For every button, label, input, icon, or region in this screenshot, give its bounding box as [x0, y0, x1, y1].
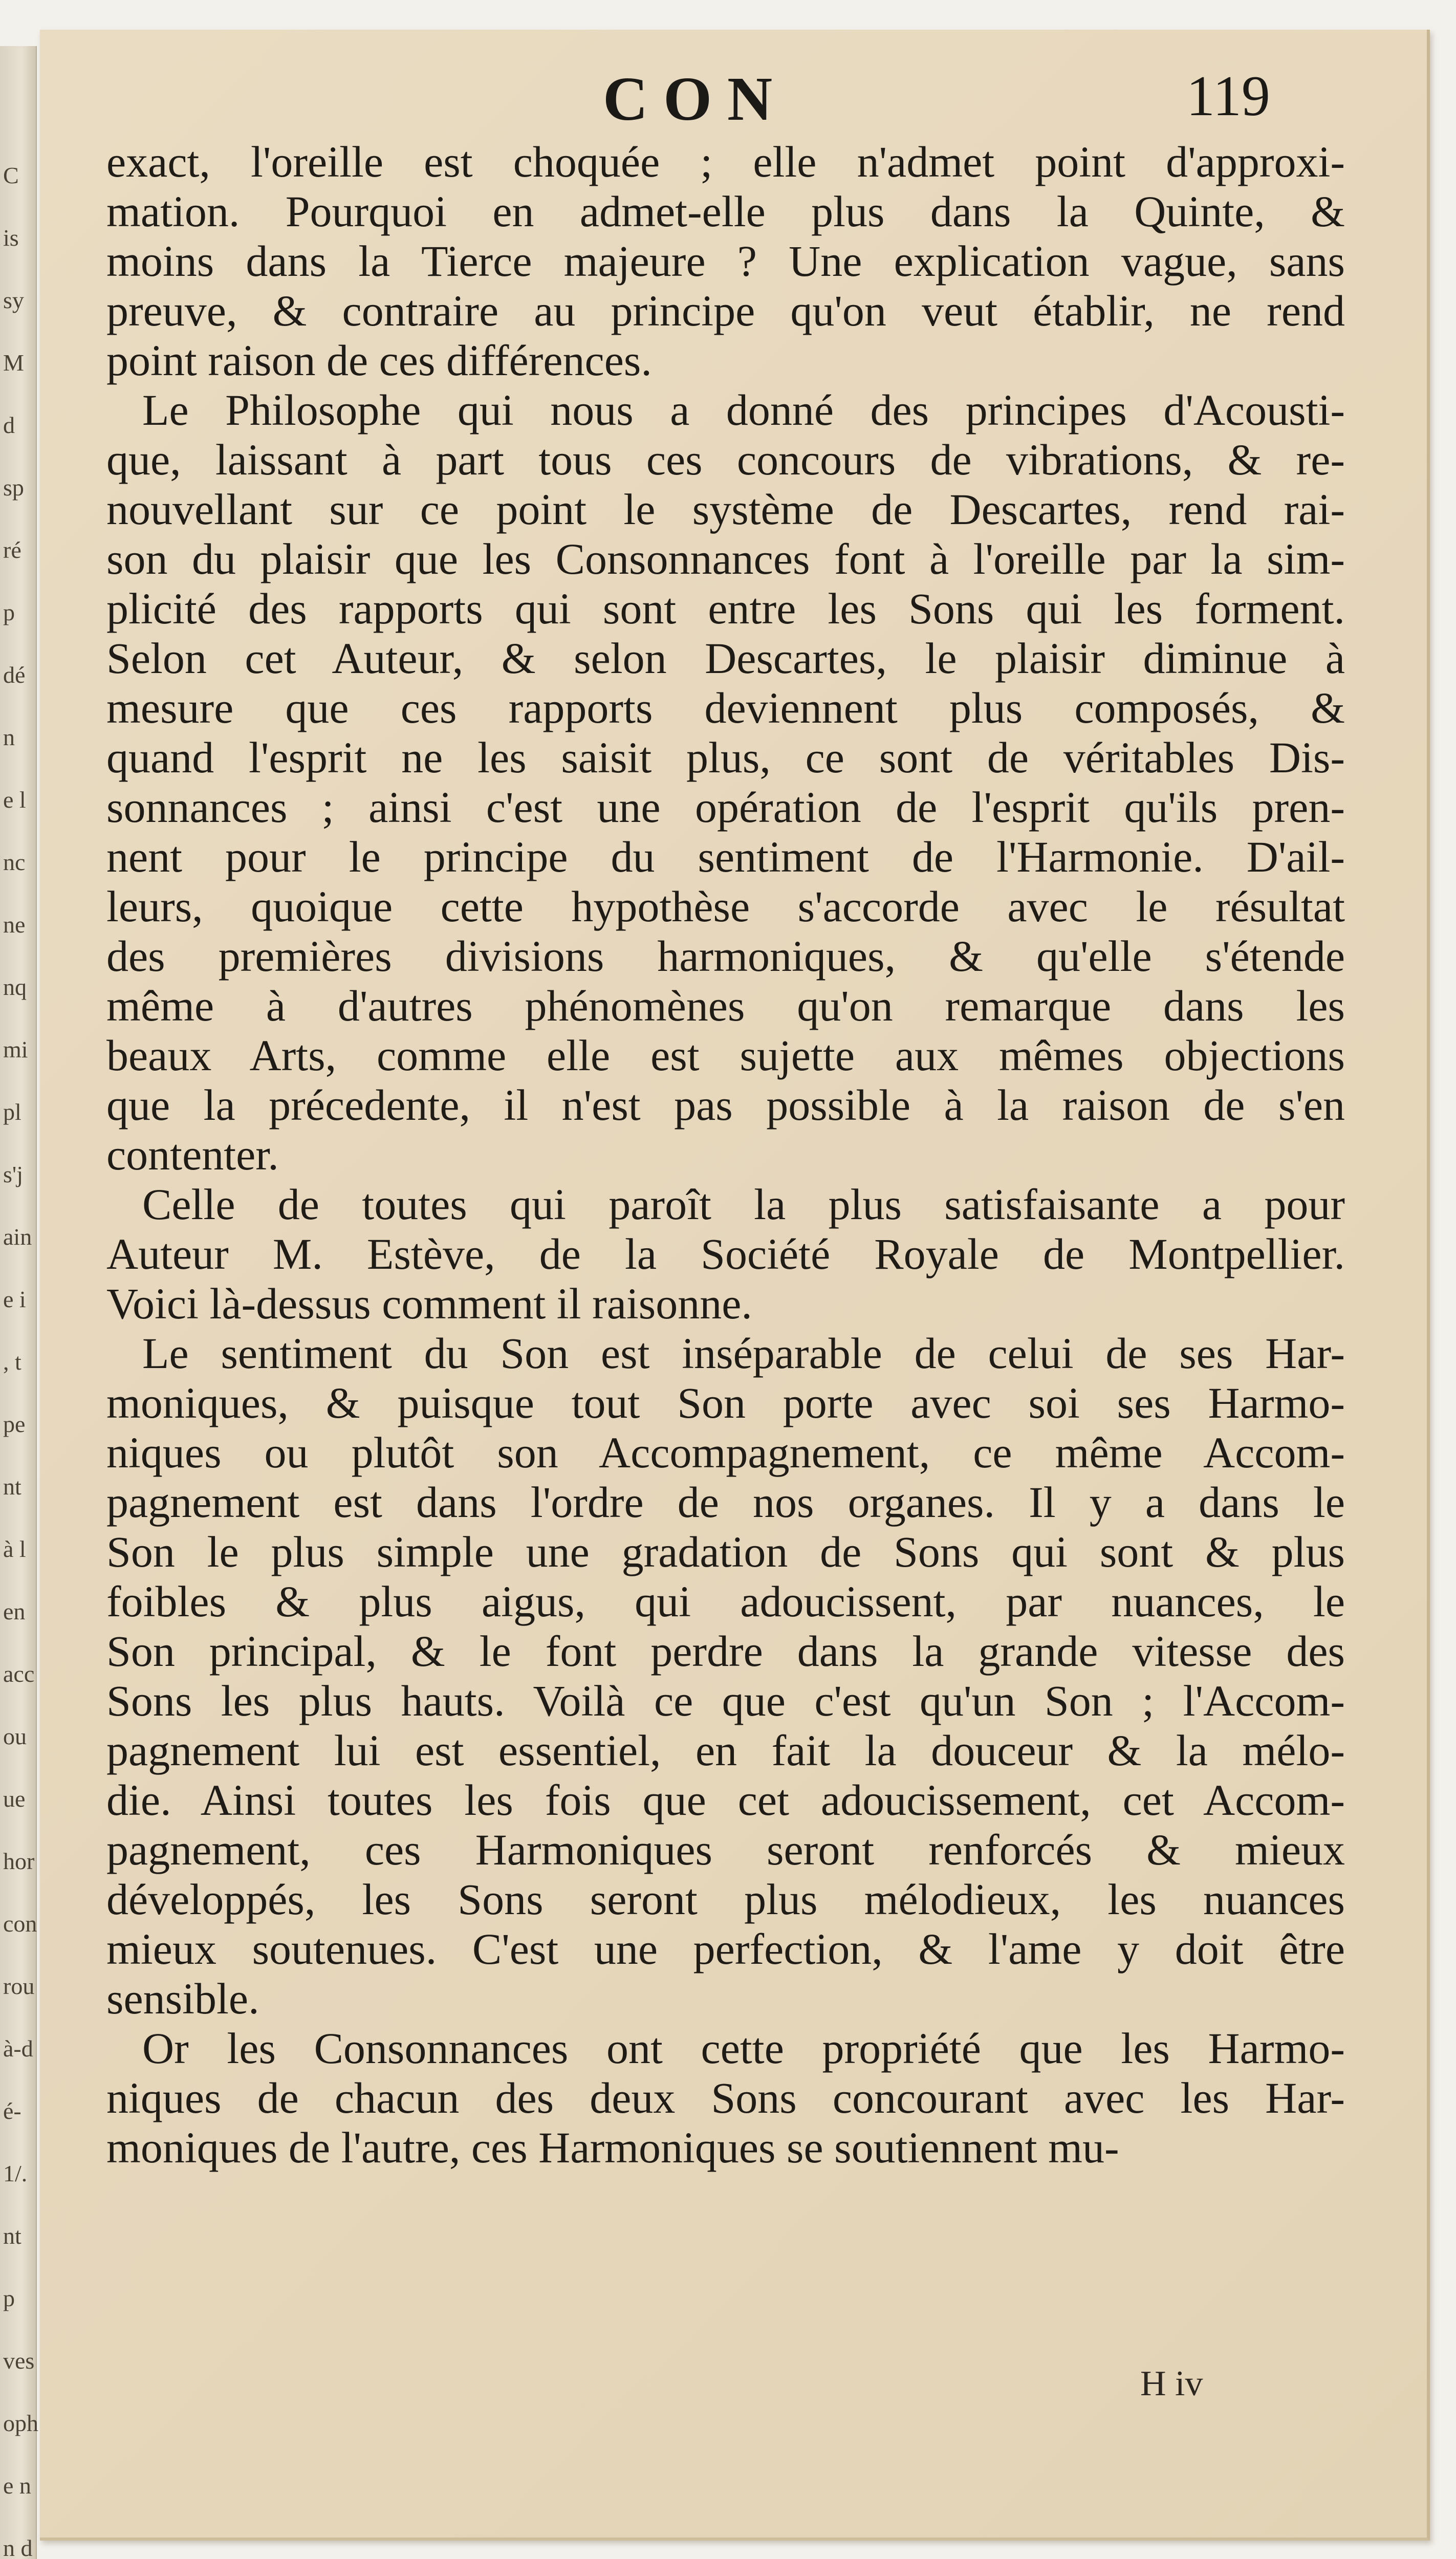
running-head: CON: [603, 64, 788, 134]
facing-page-fragment: pe: [3, 1411, 26, 1437]
body-text: [106, 137, 1345, 2173]
facing-page-fragment: e l: [3, 787, 26, 813]
facing-page-fragment: ain: [3, 1224, 32, 1250]
facing-page-edge: [0, 46, 37, 2559]
facing-page-fragment: sy: [3, 287, 24, 313]
facing-page-fragment: ue: [3, 1786, 26, 1812]
facing-page-fragment: con: [3, 1911, 37, 1937]
facing-page-fragment: s'j: [3, 1161, 23, 1187]
paragraph: [106, 2024, 1345, 2173]
facing-page-fragment: à-d: [3, 2035, 33, 2062]
text-line: moins dans la Tierce majeure ? Une explication vague, sans: [106, 236, 1345, 286]
text-line: son du plaisir que les Consonnances font à l'oreille par la sim-: [106, 534, 1345, 583]
text-line: sensible.: [106, 1974, 259, 2023]
text-line: Voici là-dessus comment il raisonne.: [106, 1279, 752, 1328]
text-line: preuve, & contraire au principe qu'on veut établir, ne rend: [106, 286, 1345, 335]
facing-page-fragment: pl: [3, 1099, 21, 1125]
facing-page-fragment: ou: [3, 1723, 27, 1749]
text-line: die. Ainsi toutes les fois que cet adoucissement, cet Accom-: [106, 1775, 1345, 1825]
text-line: mesure que ces rapports deviennent plus composés, &: [106, 683, 1345, 732]
text-line: pagnement est dans l'ordre de nos organes. Il y a dans le: [106, 1478, 1345, 1527]
facing-page-fragment: en: [3, 1598, 26, 1624]
text-line: des premières divisions harmoniques, & qu'elle s'étende: [106, 931, 1345, 981]
facing-page-fragment: sp: [3, 474, 24, 501]
text-line: Le Philosophe qui nous a donné des principes d'Acousti-: [142, 385, 1345, 435]
text-line: moniques, & puisque tout Son porte avec soi ses Harmo-: [106, 1378, 1345, 1427]
facing-page-fragment: ne: [3, 912, 26, 938]
facing-page-fragment: , t: [3, 1349, 21, 1375]
text-line: Son principal, & le font perdre dans la grande vitesse des: [106, 1627, 1345, 1676]
text-line: que la précedente, il n'est pas possible à la raison de s'en: [106, 1080, 1345, 1130]
paragraph: [106, 1329, 1345, 2024]
text-line: Selon cet Auteur, & selon Descartes, le plaisir diminue à: [106, 634, 1345, 683]
text-line: Auteur M. Estève, de la Société Royale de Montpellier.: [106, 1229, 1345, 1278]
signature-mark: H iv: [1140, 2364, 1203, 2403]
paragraph: [106, 137, 1345, 385]
facing-page-fragment: hor: [3, 1848, 35, 1874]
facing-page-fragment: nt: [3, 1473, 21, 1500]
text-line: niques ou plutôt son Accompagnement, ce même Accom-: [106, 1428, 1345, 1477]
text-line: pagnement, ces Harmoniques seront renforcés & mieux: [106, 1825, 1345, 1874]
text-line: Le sentiment du Son est inséparable de celui de ses Har-: [142, 1329, 1345, 1378]
text-line: moniques de l'autre, ces Harmoniques se soutiennent mu-: [106, 2123, 1119, 2172]
text-line: quand l'esprit ne les saisit plus, ce sont de véritables Dis-: [106, 733, 1345, 782]
text-line: développés, les Sons seront plus mélodieux, les nuances: [106, 1875, 1345, 1924]
facing-page-fragment: d: [3, 412, 15, 438]
facing-page-fragment: is: [3, 225, 19, 251]
facing-page-fragment: mi: [3, 1036, 28, 1062]
text-line: foibles & plus aigus, qui adoucissent, par nuances, le: [106, 1577, 1345, 1626]
text-line: mation. Pourquoi en admet-elle plus dans la Quinte, &: [106, 187, 1345, 236]
text-line: plicité des rapports qui sont entre les Sons qui les forment.: [106, 584, 1345, 633]
text-line: Celle de toutes qui paroît la plus satisfaisante a pour: [142, 1180, 1345, 1229]
facing-page-fragment: rou: [3, 1973, 35, 1999]
facing-page-fragment: dé: [3, 662, 26, 688]
facing-page-fragment: p: [3, 599, 15, 625]
text-line: contenter.: [106, 1130, 279, 1179]
text-line: Son le plus simple une gradation de Sons qui sont & plus: [106, 1527, 1345, 1576]
paragraph: [106, 1180, 1345, 1329]
facing-page-fragment: nc: [3, 849, 26, 875]
facing-page-fragment: nq: [3, 974, 27, 1000]
facing-page-fragment: p: [3, 2285, 15, 2311]
facing-page-fragment: oph: [3, 2410, 38, 2436]
text-line: mieux soutenues. C'est une perfection, & l'ame y doit être: [106, 1924, 1345, 1974]
text-line: nouvellant sur ce point le système de Descartes, rend rai-: [106, 485, 1345, 534]
facing-page-fragment: acc: [3, 1661, 35, 1687]
text-line: même à d'autres phénomènes qu'on remarque dans les: [106, 981, 1345, 1030]
text-line: leurs, quoique cette hypothèse s'accorde avec le résultat: [106, 882, 1345, 931]
text-line: Sons les plus hauts. Voilà ce que c'est qu'un Son ; l'Accom-: [106, 1676, 1345, 1725]
facing-page-fragment: ves: [3, 2348, 35, 2374]
text-line: beaux Arts, comme elle est sujette aux mêmes objections: [106, 1031, 1345, 1080]
text-line: point raison de ces différences.: [106, 336, 652, 385]
facing-page-fragment: ré: [3, 537, 21, 563]
facing-page-fragment: M: [3, 350, 24, 376]
facing-page-fragment: nt: [3, 2223, 21, 2249]
text-line: Or les Consonnances ont cette propriété que les Harmo-: [142, 2024, 1345, 2073]
facing-page-fragment: e n: [3, 2473, 31, 2499]
text-line: nent pour le principe du sentiment de l'Harmonie. D'ail-: [106, 832, 1345, 881]
paragraph: [106, 385, 1345, 1180]
facing-page-fragment: n d: [3, 2535, 33, 2559]
text-line: pagnement lui est essentiel, en fait la douceur & la mélo-: [106, 1726, 1345, 1775]
facing-page-fragment: 1/.: [3, 2160, 28, 2186]
facing-page-fragment: é-: [3, 2098, 21, 2124]
text-line: exact, l'oreille est choquée ; elle n'admet point d'approxi-: [106, 137, 1345, 186]
text-line: que, laissant à part tous ces concours de vibrations, & re-: [106, 435, 1345, 484]
page-number: 119: [1186, 64, 1270, 128]
facing-page-fragment: à l: [3, 1536, 26, 1562]
text-line: sonnances ; ainsi c'est une opération de l'esprit qu'ils pren-: [106, 783, 1345, 832]
book-page: [40, 30, 1430, 2541]
facing-page-fragment: C: [3, 162, 19, 188]
facing-page-fragment: n: [3, 724, 15, 750]
facing-page-fragment: e i: [3, 1286, 26, 1312]
text-line: niques de chacun des deux Sons concourant avec les Har-: [106, 2073, 1345, 2122]
